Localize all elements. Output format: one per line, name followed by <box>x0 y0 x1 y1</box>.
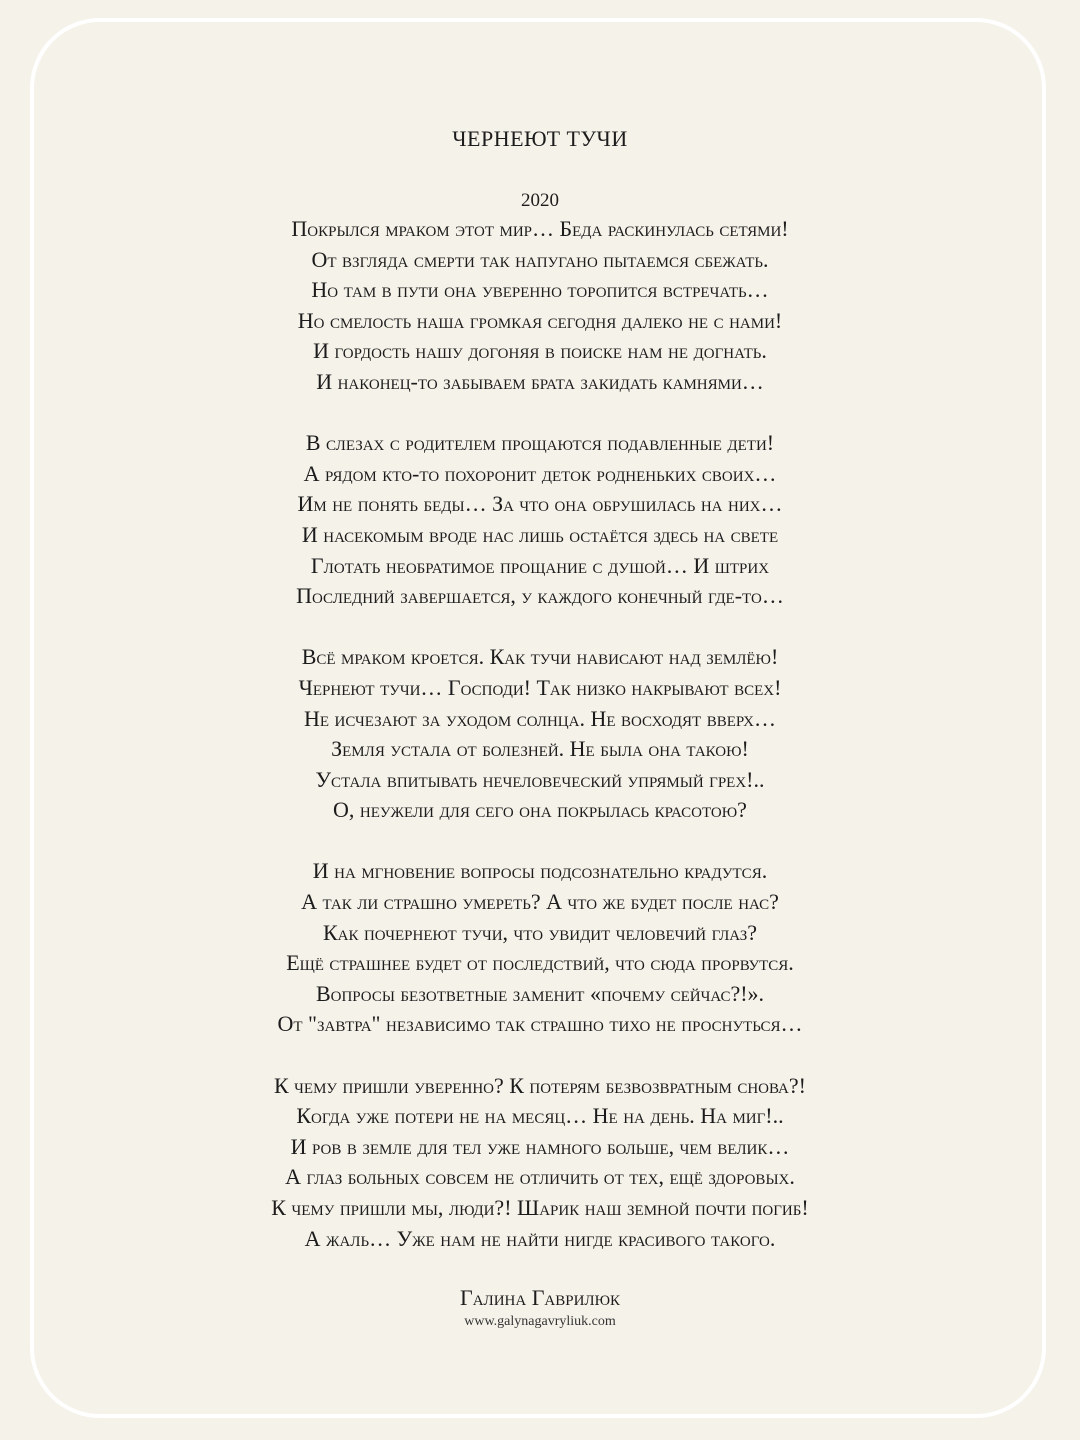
poem-line: Земля устала от болезней. Не была она такою! <box>331 736 749 762</box>
poem-line: К чему пришли мы, люди?! Шарик наш земной почти погиб! <box>271 1195 809 1220</box>
stanza <box>0 1071 1080 1255</box>
poem-line: И гордость нашу догоняя в поиске нам не догнать. <box>313 338 767 364</box>
poem-line: Им не понять беды… За что она обрушилась на них… <box>297 491 783 517</box>
poem-line: Вопросы безответные заменит «почему сейчас?!». <box>315 980 765 1006</box>
poem-line: Всё мраком кроется. Как тучи нависают над землёю! <box>301 644 779 670</box>
poem-line: Когда уже потери не на месяц… Не на день. На миг!.. <box>296 1103 784 1129</box>
poem-line: А жаль… Уже нам не найти нигде красивого такого. <box>304 1225 776 1251</box>
stanza-gap <box>0 1040 1080 1071</box>
stanza <box>0 214 1080 398</box>
poem-line: Глотать необратимое прощание с душой… И штрих <box>310 552 770 578</box>
poem-line: От "завтра" независимо так страшно тихо не проснуться… <box>277 1011 803 1037</box>
poem <box>0 124 1080 1332</box>
poem-line: Но смелость наша громкая сегодня далеко не с нами! <box>297 307 783 333</box>
poem-title: ЧЕРНЕЮТ ТУЧИ <box>452 126 628 151</box>
stanza-gap <box>0 398 1080 429</box>
poem-line: И на мгновение вопросы подсознательно крадутся. <box>312 858 768 884</box>
poem-line: Не исчезают за уходом солнца. Не восходят вверх… <box>304 705 776 731</box>
poem-line: И наконец-то забываем брата закидать камнями… <box>316 368 764 394</box>
poem-line: И ров в земле для тел уже намного больше, чем велик… <box>290 1133 790 1159</box>
poem-line: Как почернеют тучи, что увидит человечий глаз? <box>322 919 758 945</box>
stanza <box>0 642 1080 826</box>
stanza <box>0 856 1080 1040</box>
poem-line: Последний завершается, у каждого конечный где-то… <box>296 583 784 609</box>
poem-line: В слезах с родителем прощаются подавленные дети! <box>305 430 775 456</box>
stanza-gap <box>0 826 1080 857</box>
poem-line: Чернеют тучи… Господи! Так низко накрывают всех! <box>298 674 782 700</box>
poem-line: К чему пришли уверенно? К потерям безвозвратным снова?! <box>274 1072 806 1098</box>
poem-line: Покрылся мраком этот мир… Беда раскинулась сетями! <box>291 216 789 241</box>
poem-line: А так ли страшно умереть? А что же будет после нас? <box>301 889 779 915</box>
poem-line: Устала впитывать нечеловеческий упрямый грех!.. <box>315 766 765 792</box>
poem-line: От взгляда смерти так напугано пытаемся сбежать. <box>311 246 769 272</box>
poem-line: О, неужели для сего она покрылась красотою? <box>333 797 747 823</box>
poem-line: Ещё страшнее будет от последствий, что сюда прорвутся. <box>286 950 794 976</box>
stanza <box>0 428 1080 612</box>
poem-line: И насекомым вроде нас лишь остаётся здесь на свете <box>301 521 779 547</box>
poem-line: Но там в пути она уверенно торопится встречать… <box>311 277 769 303</box>
author-name: Галина Гаврилюк <box>459 1285 621 1311</box>
poem-line: А глаз больных совсем не отличить от тех, ещё здоровых. <box>285 1164 795 1190</box>
poem-year: 2020 <box>521 190 559 211</box>
poem-line: А рядом кто-то похоронит деток родненьких своих… <box>303 460 777 486</box>
author-website: www.galynagavryliuk.com <box>464 1314 616 1330</box>
stanza-gap <box>0 612 1080 643</box>
